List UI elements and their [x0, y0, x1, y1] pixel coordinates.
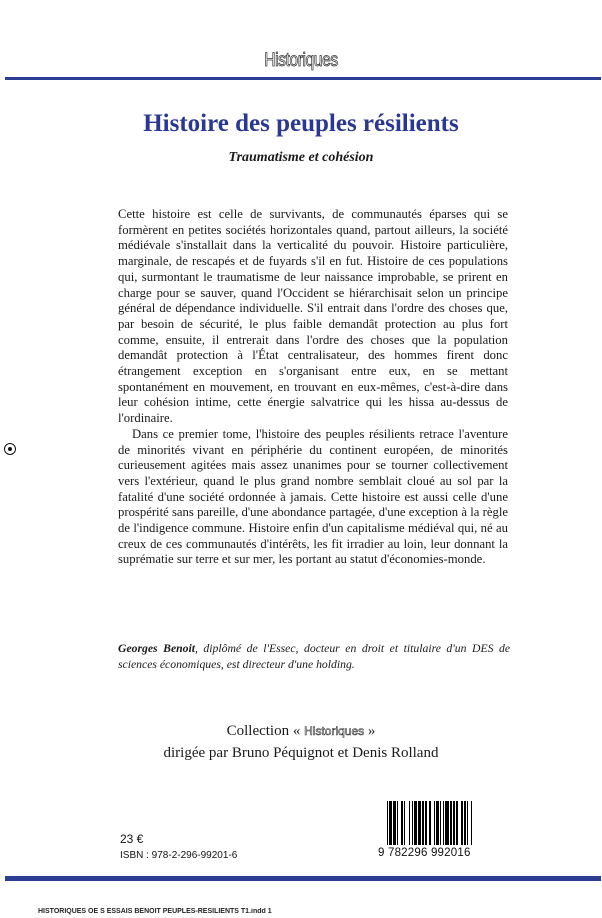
collection-directors: dirigée par Bruno Péquignot et Denis Rolland [163, 745, 439, 761]
blurb-paragraph: Dans ce premier tome, l'histoire des peuples résilients retrace l'aventure de minorités vivant en périphérie du continent européen, de minorités curieusement agitées mais assez unanimes pour se tourner collectivement vers l'extérieur, quand le plus grand nombre semblait cloué au sol par la fatalité d'une société ordonnée à jamais. Cette histoire est aussi celle d'une prospérité sans pareille, d'une abondance partagée, d'une exception à la règle de l'indigence commune. Histoire enfin d'un capitalisme médiéval qui, né au creux de ces communautés d'intérêts, les fit irradier au loin, leur donnant la suprématie sur terre et sur mer, les portant au statut d'économies-monde. [118, 426, 508, 567]
bottom-rule [5, 876, 601, 881]
author-bio-text: , diplômé de l'Essec, docteur en droit et titulaire d'un DES de sciences économiques, est directeur d'une holding. [118, 642, 511, 671]
author-bio [118, 641, 510, 672]
collection-series-logo: Historiques [304, 724, 365, 738]
print-footer: HISTORIQUES OE S ESSAIS BENOIT PEUPLES-RESILIENTS T1.indd 1 [38, 908, 272, 915]
collection-prefix: Collection « [226, 723, 305, 739]
series-logo: Historiques [264, 50, 338, 71]
author-name: Georges Benoit [118, 642, 195, 655]
barcode [387, 801, 505, 845]
price: 23 € [120, 832, 144, 846]
blurb-paragraph: Cette histoire est celle de survivants, de communautés éparses qui se formèrent en petites sociétés horizontales quand, partout ailleurs, la société médiévale s'installait dans la verticalité du pouvoir. Histoire particulière, marginale, de rescapés et de fuyards s'il en fut. Histoire de ces populations qui, surmontant le traumatisme de leur naissance improbable, se prirent en charge pour se sauver, quand l'Occident se hiérarchisait selon un principe général de dépendance individuelle. S'il entrait dans l'ordre des choses que, par besoin de sécurité, le plus faible demandât protection au plus fort comme, ensuite, il entrerait dans l'ordre des choses que la population demandât protection à l'État centralisateur, des hommes firent donc étrangement exception en s'organisant entre eux, en se mettant spontanément en mouvement, en trouvant en eux-mêmes, c'est-à-dire dans leur cohésion intime, cette énergie salvatrice qui les hissa au-dessus de l'ordinaire. [118, 207, 508, 426]
book-subtitle: Traumatisme et cohésion [228, 150, 374, 165]
collection-line [0, 720, 602, 742]
collection-suffix: » [364, 723, 376, 739]
back-cover-blurb [118, 207, 508, 568]
registration-mark-icon [4, 443, 16, 455]
book-title: Histoire des peuples résilients [143, 110, 459, 137]
collection-info [0, 720, 602, 764]
barcode-number: 9 782296 992016 [378, 847, 471, 859]
isbn: ISBN : 978-2-296-99201-6 [120, 850, 238, 861]
top-rule [5, 77, 601, 80]
